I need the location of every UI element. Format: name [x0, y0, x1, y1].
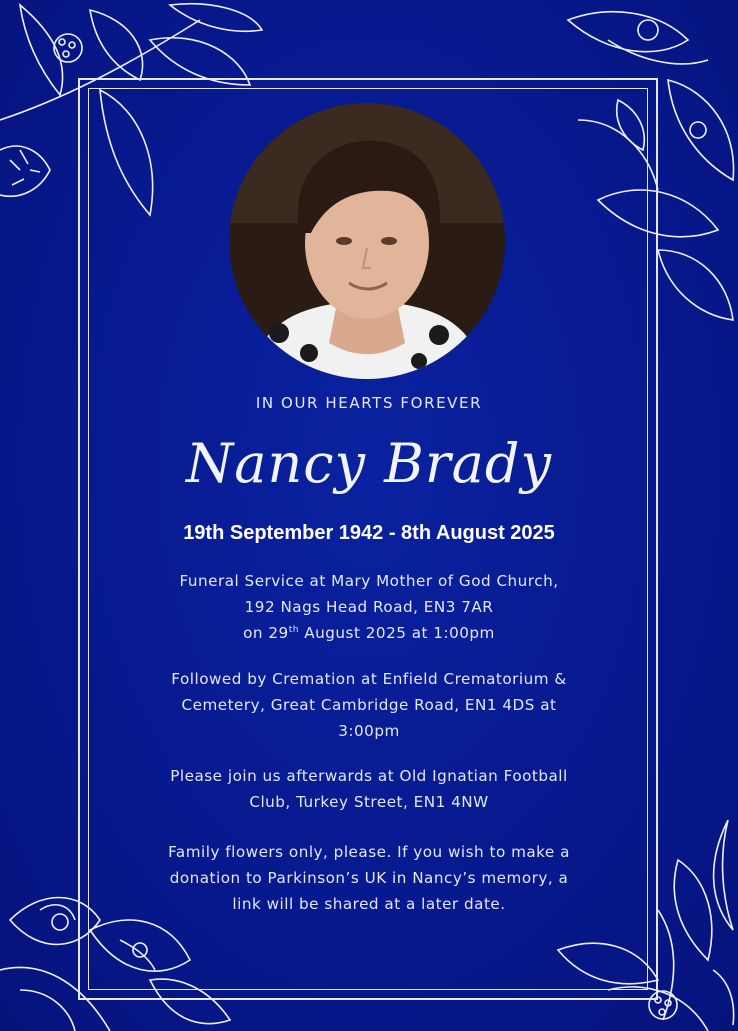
funeral-service-details: [100, 568, 638, 646]
flowers-line-1: Family flowers only, please. If you wish to make a: [168, 843, 570, 861]
reception-details: [100, 763, 638, 815]
flowers-line-3: link will be shared at a later date.: [232, 895, 506, 913]
tagline: IN OUR HEARTS FOREVER: [255, 394, 483, 412]
funeral-line-3: on 29th August 2025 at 1:00pm: [243, 624, 495, 642]
flowers-donation-note: [100, 839, 638, 917]
cremation-line-3: 3:00pm: [338, 722, 400, 740]
funeral-line-2: 192 Nags Head Road, EN3 7AR: [244, 598, 494, 616]
reception-line-2: Club, Turkey Street, EN1 4NW: [249, 793, 489, 811]
deceased-name: Nancy Brady: [186, 432, 552, 495]
cremation-line-2: Cemetery, Great Cambridge Road, EN1 4DS at: [181, 696, 557, 714]
cremation-details: [100, 666, 638, 744]
reception-line-1: Please join us afterwards at Old Ignatian Football: [170, 767, 568, 785]
funeral-line-1: Funeral Service at Mary Mother of God Church,: [179, 572, 559, 590]
portrait-photo: [229, 103, 505, 379]
flowers-line-2: donation to Parkinson’s UK in Nancy’s memory, a: [169, 869, 569, 887]
life-dates: 19th September 1942 - 8th August 2025: [183, 522, 555, 544]
cremation-line-1: Followed by Cremation at Enfield Crematorium &: [171, 670, 567, 688]
